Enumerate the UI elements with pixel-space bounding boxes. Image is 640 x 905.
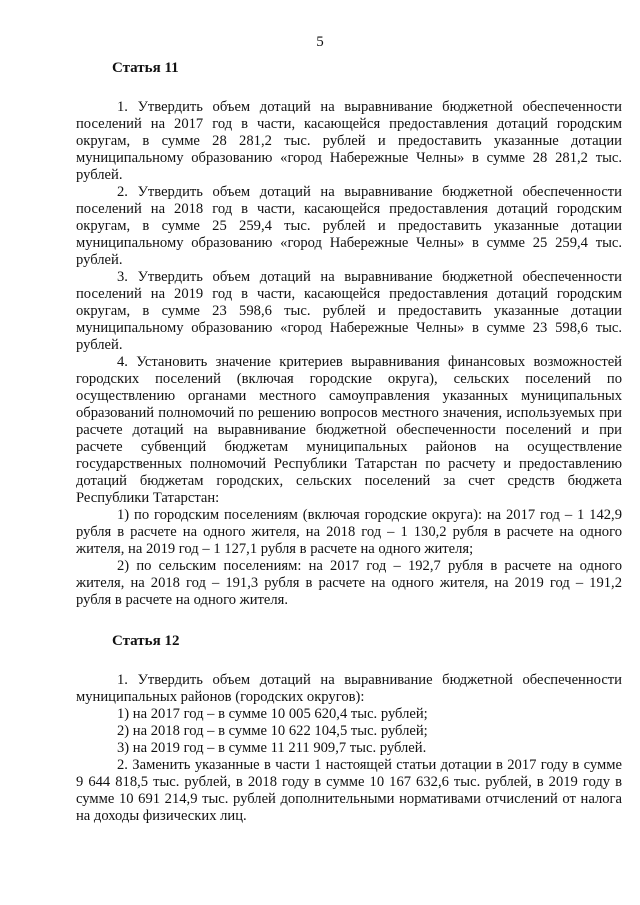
article-11 (76, 60, 622, 609)
article-12 (76, 633, 622, 825)
list-item: 1) по городским поселениям (включая городские округа): на 2017 год – 1 142,9 рубля в расчете на одного жителя, на 2018 год – 1 130,2 рубля в расчете на одного жителя, на 2019 год – 1 127,1 рубля в расчете на одного жителя; (76, 507, 622, 557)
paragraph: 3. Утвердить объем дотаций на выравнивание бюджетной обеспеченности поселений на 2019 год в части, касающейся предоставления дотаций городским округам, в сумме 23 598,6 тыс. рублей и предоставить указанные дотации муниципальному образованию «город Набережные Челны» в сумме 23 598,6 тыс. рублей. (76, 269, 622, 353)
paragraph: 2. Заменить указанные в части 1 настоящей статьи дотации в 2017 году в сумме 9 644 818,5 тыс. рублей, в 2018 году в сумме 10 167 632,6 тыс. рублей, в 2019 году в сумме 10 691 214,9 тыс. рублей дополнительными нормативами отчислений от налога на доходы физических лиц. (76, 757, 622, 824)
page-number: 5 (316, 34, 324, 50)
paragraph: 4. Установить значение критериев выравнивания финансовых возможностей городских поселений (включая городские округа), сельских поселений по осуществлению органами местного самоуправления указанных муниципальных образований полномочий по решению вопросов местного значения, используемых при расчете дотаций на выравнивание бюджетной обеспеченности поселений и при расчете субвенций бюджетам муниципальных районов на осуществление государственных полномочий Республики Татарстан по расчету и предоставлению дотаций бюджетам городских, сельских поселений за счет средств бюджета Республики Татарстан: (76, 354, 622, 506)
paragraph: 1. Утвердить объем дотаций на выравнивание бюджетной обеспеченности поселений на 2017 год в части, касающейся предоставления дотаций городским округам, в сумме 28 281,2 тыс. рублей и предоставить указанные дотации муниципальному образованию «город Набережные Челны» в сумме 28 281,2 тыс. рублей. (76, 99, 622, 183)
list-item: 3) на 2019 год – в сумме 11 211 909,7 тыс. рублей. (117, 740, 427, 756)
paragraph: 2. Утвердить объем дотаций на выравнивание бюджетной обеспеченности поселений на 2018 год в части, касающейся предоставления дотаций городским округам, в сумме 25 259,4 тыс. рублей и предоставить указанные дотации муниципальному образованию «город Набережные Челны» в сумме 25 259,4 тыс. рублей. (76, 184, 622, 268)
paragraph: 1. Утвердить объем дотаций на выравнивание бюджетной обеспеченности муниципальных районов (городских округов): (76, 672, 622, 705)
article-heading: Статья 12 (112, 633, 180, 649)
article-heading: Статья 11 (112, 60, 179, 76)
list-item: 1) на 2017 год – в сумме 10 005 620,4 тыс. рублей; (117, 706, 428, 722)
document-body (76, 56, 622, 825)
list-item: 2) по сельским поселениям: на 2017 год – 192,7 рубля в расчете на одного жителя, на 2018 год – 191,3 рубля в расчете на одного жителя, на 2019 год – 191,2 рубля в расчете на одного жителя. (76, 558, 622, 608)
list-item: 2) на 2018 год – в сумме 10 622 104,5 тыс. рублей; (117, 723, 428, 739)
